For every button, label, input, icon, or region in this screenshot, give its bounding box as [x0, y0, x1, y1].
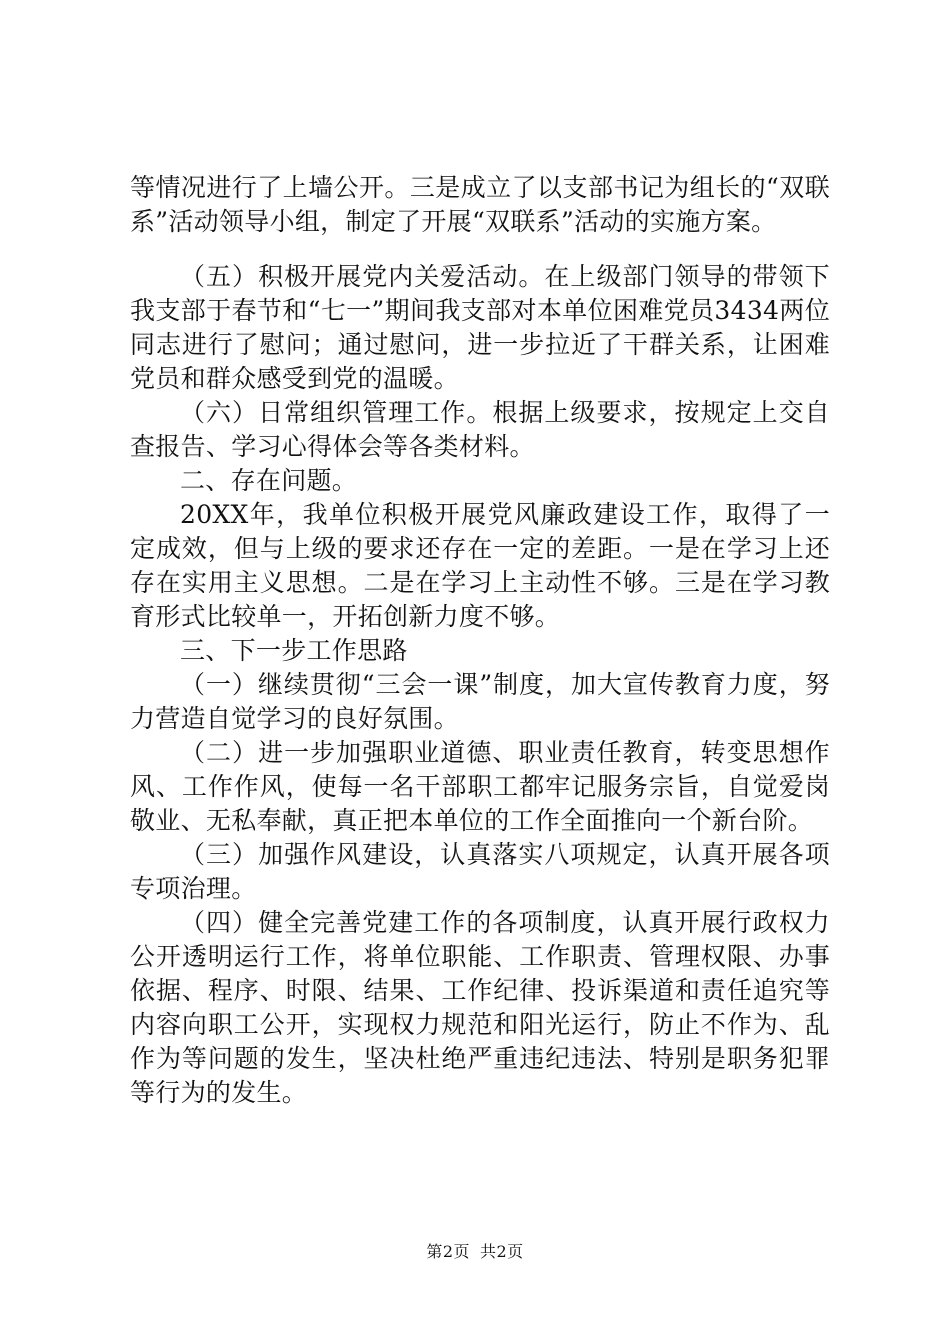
paragraph-problems: 20XX年，我单位积极开展党风廉政建设工作，取得了一定成效，但与上级的要求还存在一定的差距。一是在学习上还存在实用主义思想。二是在学习上主动性不够。三是在学习教育形式比较单一，开拓创新力度不够。 [130, 500, 830, 631]
section-heading-next-steps: 三、下一步工作思路 [180, 636, 408, 665]
paragraph-step-two: （二）进一步加强职业道德、职业责任教育，转变思想作风、工作作风，使每一名干部职工都牢记服务宗旨，自觉爱岗敬业、无私奉献，真正把本单位的工作全面推向一个新台阶。 [130, 738, 830, 835]
section-heading-problems: 二、存在问题。 [180, 466, 358, 495]
page-number: 第2页 [426, 1242, 470, 1261]
paragraph-item-six: （六）日常组织管理工作。根据上级要求，按规定上交自查报告、学习心得体会等各类材料。 [130, 398, 830, 461]
paragraph-continued: 等情况进行了上墙公开。三是成立了以支部书记为组长的“双联系”活动领导小组，制定了开展“双联系”活动的实施方案。 [130, 173, 830, 236]
paragraph-item-five: （五）积极开展党内关爱活动。在上级部门领导的带领下我支部于春节和“七一”期间我支部对本单位困难党员3434两位同志进行了慰问；通过慰问，进一步拉近了干群关系，让困难党员和群众感受到党的温暖。 [130, 262, 830, 393]
paragraph-step-three: （三）加强作风建设，认真落实八项规定，认真开展各项专项治理。 [130, 840, 830, 903]
paragraph-step-four: （四）健全完善党建工作的各项制度，认真开展行政权力公开透明运行工作，将单位职能、工作职责、管理权限、办事依据、程序、时限、结果、工作纪律、投诉渠道和责任追究等内容向职工公开，实现权力规范和阳光运行，防止不作为、乱作为等问题的发生，坚决杜绝严重违纪违法、特别是职务犯罪等行为的发生。 [130, 908, 830, 1107]
paragraph-step-one: （一）继续贯彻“三会一课”制度，加大宣传教育力度，努力营造自觉学习的良好氛围。 [130, 670, 830, 733]
intro-section [130, 171, 830, 239]
body-section [130, 260, 830, 1110]
page-footer [0, 1241, 950, 1263]
page-total: 共2页 [480, 1242, 524, 1261]
